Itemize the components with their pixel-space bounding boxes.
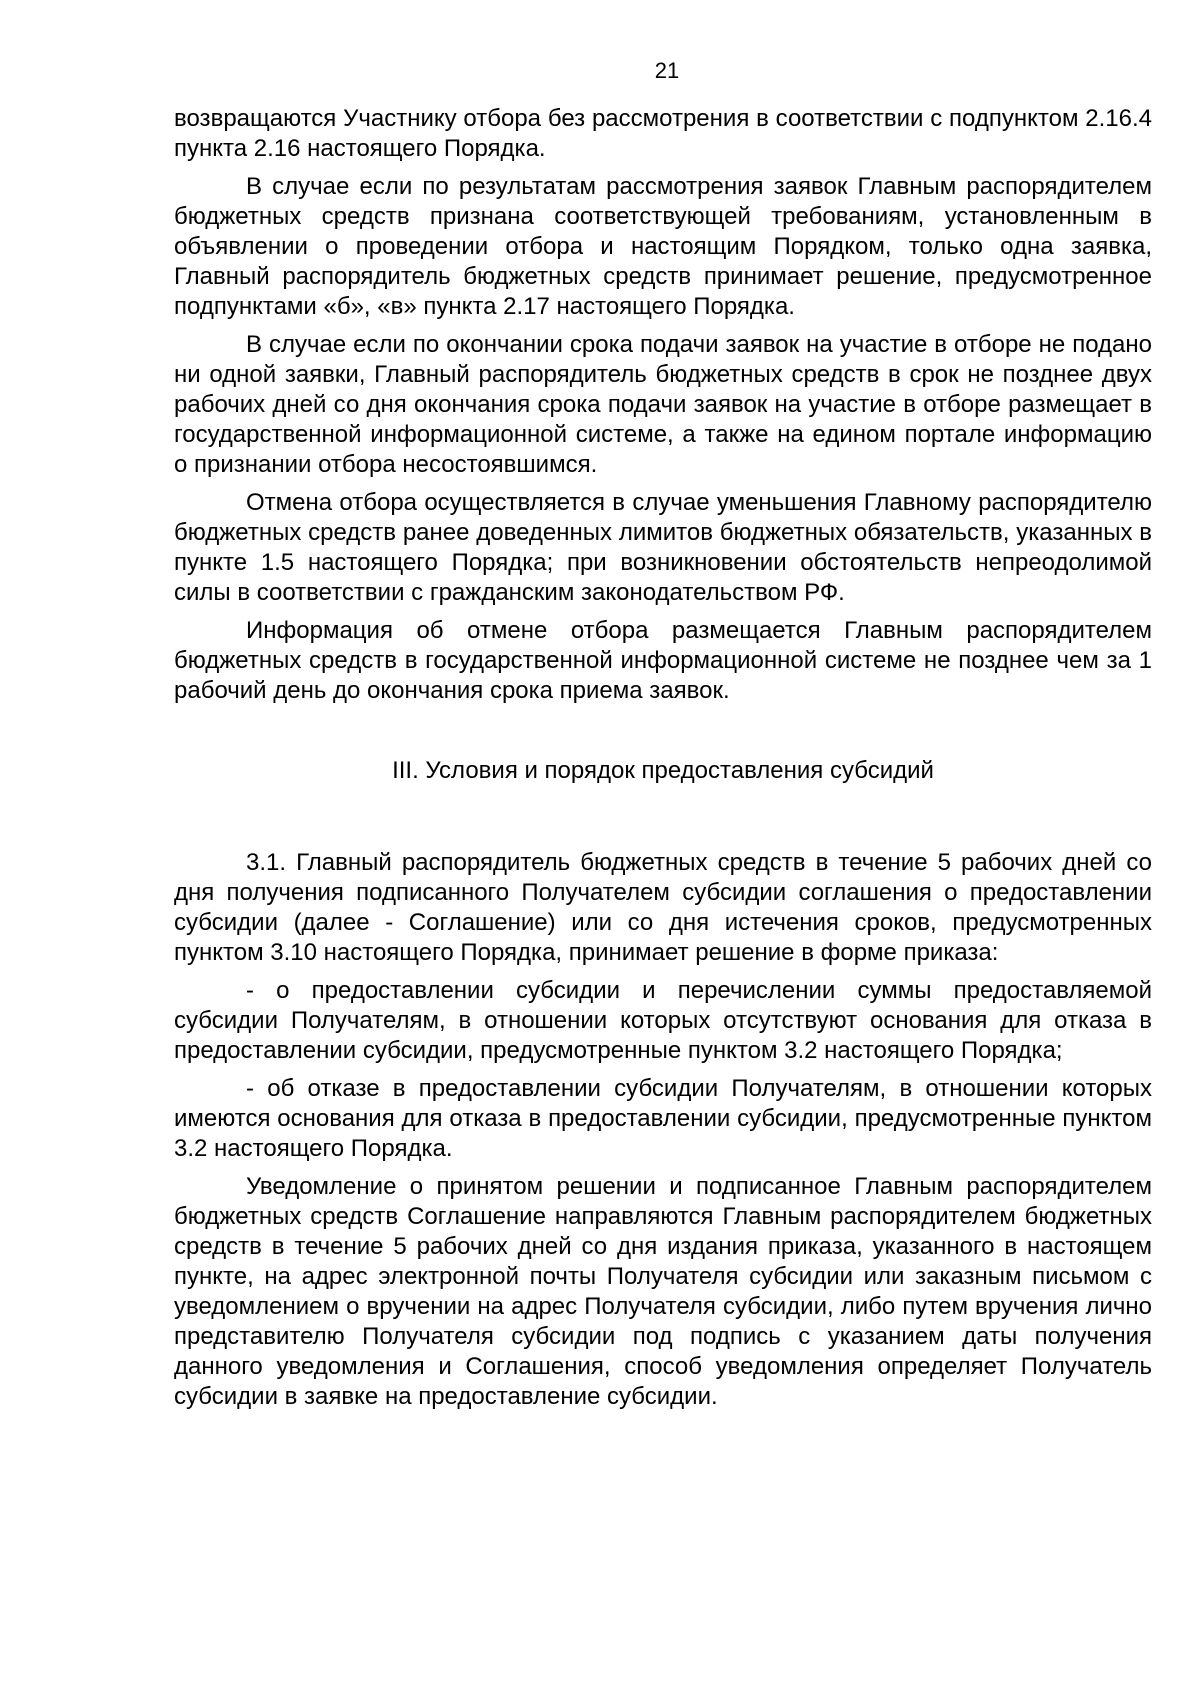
paragraph: 3.1. Главный распорядитель бюджетных средств в течение 5 рабочих дней со дня получения подписанного Получателем субсидии соглашения о предоставлении субсидии (далее - Соглашение) или со дня истечения сроков, предусмотренных пунктом 3.10 настоящего Порядка, принимает решение в форме приказа: (174, 849, 1152, 966)
paragraph: Уведомление о принятом решении и подписанное Главным распорядителем бюджетных средств Соглашение направляются Главным распорядителем бюджетных средств в течение 5 рабочих дней со дня издания приказа, указанного в настоящем пункте, на адрес электронной почты Получателя субсидии или заказным письмом с уведомлением о вручении на адрес Получателя субсидии, либо путем вручения лично представителю Получателя субсидии под подпись с указанием даты получения данного уведомления и Соглашения, способ уведомления определяет Получатель субсидии в заявке на предоставление субсидии. (174, 1173, 1152, 1410)
paragraph: возвращаются Участнику отбора без рассмотрения в соответствии с подпунктом 2.16.4 пункта 2.16 настоящего Порядка. (174, 105, 1152, 162)
paragraph: Информация об отмене отбора размещается Главным распорядителем бюджетных средств в государственной информационной системе не позднее чем за 1 рабочий день до окончания срока приема заявок. (174, 617, 1152, 704)
page-number: 21 (654, 58, 680, 83)
paragraph: Отмена отбора осуществляется в случае уменьшения Главному распорядителю бюджетных средств ранее доведенных лимитов бюджетных обязательств, указанных в пункте 1.5 настоящего Порядка; при возникновении обстоятельств непреодолимой силы в соответствии с гражданским законодательством РФ. (174, 489, 1152, 606)
list-item: - об отказе в предоставлении субсидии Получателям, в отношении которых имеются основания для отказа в предоставлении субсидии, предусмотренные пунктом 3.2 настоящего Порядка. (174, 1075, 1152, 1162)
paragraph: В случае если по результатам рассмотрения заявок Главным распорядителем бюджетных средств признана соответствующей требованиям, установленным в объявлении о проведении отбора и настоящим Порядком, только одна заявка, Главный распорядитель бюджетных средств принимает решение, предусмотренное подпунктами «б», «в» пункта 2.17 настоящего Порядка. (174, 173, 1152, 320)
paragraph: В случае если по окончании срока подачи заявок на участие в отборе не подано ни одной заявки, Главный распорядитель бюджетных средств в срок не позднее двух рабочих дней со дня окончания срока подачи заявок на участие в отборе размещает в государственной информационной системе, а также на едином портале информацию о признании отбора несостоявшимся. (174, 331, 1152, 478)
list-item: - о предоставлении субсидии и перечислении суммы предоставляемой субсидии Получателям, в отношении которых отсутствуют основания для отказа в предоставлении субсидии, предусмотренные пунктом 3.2 настоящего Порядка; (174, 977, 1152, 1064)
document-page (174, 58, 1152, 1420)
section-heading: III. Условия и порядок предоставления субсидий (392, 757, 934, 784)
